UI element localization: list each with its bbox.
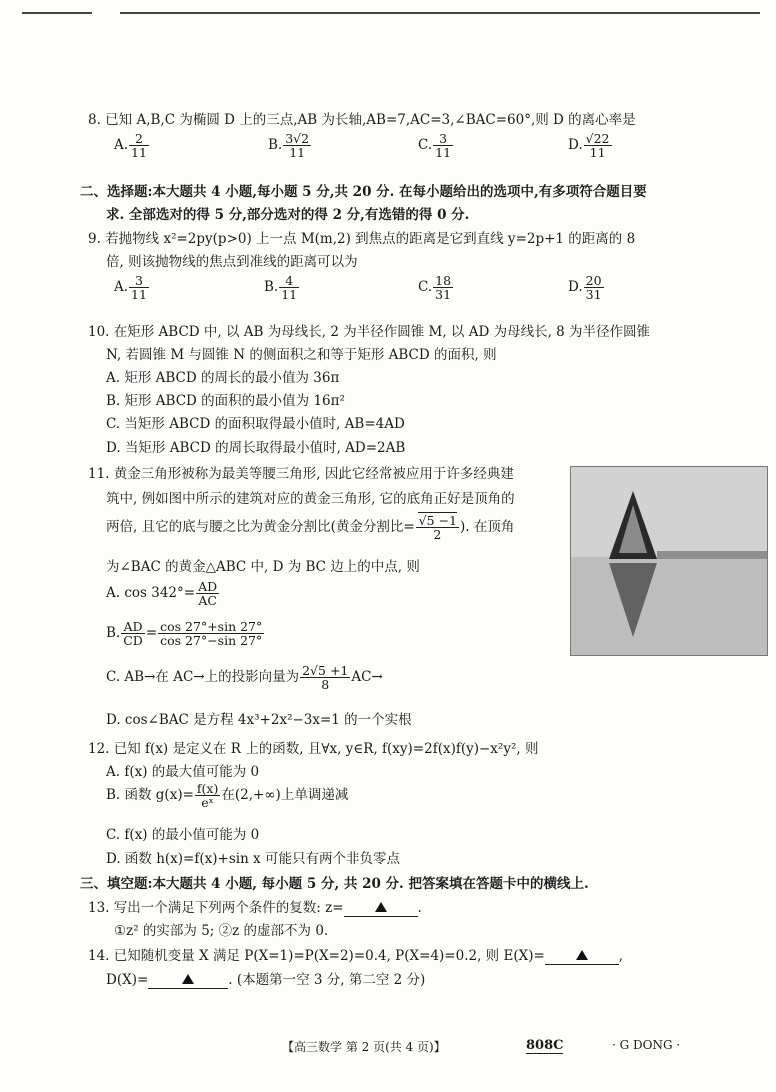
- footer-code: 808C: [526, 1038, 564, 1053]
- top-rule-right: [120, 12, 760, 14]
- q13-line2: ①z² 的实部为 5; ②z 的虚部不为 0.: [114, 923, 329, 939]
- q14-variance-blank: [148, 972, 228, 989]
- q13-line1: 13. 写出一个满足下列两个条件的复数: z= .: [88, 900, 422, 916]
- q9-line2: 倍, 则该抛物线的焦点到准线的距离可以为: [106, 254, 358, 270]
- q14-line1: 14. 已知随机变量 X 满足 P(X=1)=P(X=2)=0.4, P(X=4)=0.2, 则 E(X)= ,: [88, 948, 624, 964]
- q10-option-b: B. 矩形 ABCD 的面积的最小值为 16π²: [106, 393, 345, 409]
- q9-line1: 9. 若抛物线 x²=2py(p>0) 上一点 M(m,2) 到焦点的距离是它到直线 y=2p+1 的距离的 8: [88, 231, 636, 247]
- q12-option-d: D. 函数 h(x)=f(x)+sin x 可能只有两个非负零点: [106, 851, 400, 867]
- section2-heading-line2: 求. 全部选对的得 5 分,部分选对的得 2 分,有选错的得 0 分.: [106, 207, 470, 223]
- q10-option-d: D. 当矩形 ABCD 的周长取得最小值时, AD=2AB: [106, 440, 406, 456]
- q11-option-b: B. $\frac{AD}{CD}$ = $\frac{\cos 27^\circ+\sin 27^\circ}{\cos 27^\circ-\sin 27^\circ}$: [106, 619, 263, 649]
- q11-option-c: C. AB→在 AC→上的投影向量为 $\frac{2√5 +1}{8}$ AC→: [106, 663, 383, 693]
- q12-option-c: C. f(x) 的最小值可能为 0: [106, 827, 260, 843]
- q8-stem: 8. 已知 A,B,C 为椭圆 D 上的三点,AB 为长轴,AB=7,AC=3,∠BAC=60°,则 D 的离心率是: [88, 112, 636, 128]
- q12-line1: 12. 已知 f(x) 是定义在 R 上的函数, 且∀x, y∈R, f(xy)=2f(x)f(y)−x²y², 则: [88, 741, 539, 757]
- q9-option-d: D. $\frac{20}{31}$: [568, 273, 602, 303]
- q11-option-a: A. cos 342°= $\frac{AD}{AC}$: [106, 579, 218, 609]
- q14-line2: D(X)= . (本题第一空 3 分, 第二空 2 分): [106, 972, 426, 988]
- answer-triangle-icon: [182, 974, 194, 984]
- footer-page-info: 【高三数学 第 2 页(共 4 页)】: [282, 1040, 446, 1054]
- q8-option-a: A. $\frac{2}{11}$: [114, 131, 147, 161]
- section2-heading-line1: 二、选择题:本大题共 4 小题,每小题 5 分,共 20 分. 在每小题给出的选项中,有多项符合题目要: [80, 184, 647, 200]
- q12-option-b: B. 函数 g(x)= $\frac{f(x)}{\text{eˣ}}$ 在(2,+∞)上单调递减: [106, 781, 349, 811]
- q10-option-c: C. 当矩形 ABCD 的面积取得最小值时, AB=4AD: [106, 416, 405, 432]
- top-rule-left: [22, 12, 92, 14]
- q11-option-d: D. cos∠BAC 是方程 4x³+2x²−3x=1 的一个实根: [106, 712, 412, 728]
- q8-option-c: C. $\frac{3}{11}$: [418, 131, 452, 161]
- section3-heading: 三、填空题:本大题共 4 小题, 每小题 5 分, 共 20 分. 把答案填在答题卡中的横线上.: [80, 876, 589, 892]
- shoreline: [657, 551, 767, 559]
- q13-answer-blank: [344, 900, 418, 917]
- golden-triangle-building-photo: [570, 466, 768, 656]
- building-illustration: [571, 467, 767, 655]
- footer-brand: · G DONG ·: [612, 1038, 681, 1052]
- q9-option-c: C. $\frac{18}{31}$: [418, 273, 452, 303]
- q11-line1: 11. 黄金三角形被称为最美等腰三角形, 因此它经常被应用于许多经典建: [88, 466, 514, 482]
- q9-option-b: B. $\frac{4}{11}$: [264, 273, 298, 303]
- answer-triangle-icon: [375, 902, 387, 912]
- q10-line2: N, 若圆锥 M 与圆锥 N 的侧面积之和等于矩形 ABCD 的面积, 则: [106, 347, 497, 363]
- q8-option-d: D. $\frac{√22}{11}$: [568, 131, 610, 161]
- water: [571, 557, 767, 655]
- q9-option-a: A. $\frac{3}{11}$: [114, 273, 147, 303]
- q14-expectation-blank: [545, 948, 619, 965]
- answer-triangle-icon: [576, 950, 588, 960]
- sky: [571, 467, 767, 557]
- q10-option-a: A. 矩形 ABCD 的周长的最小值为 36π: [106, 370, 340, 386]
- q11-line4: 为∠BAC 的黄金△ABC 中, D 为 BC 边上的中点, 则: [106, 559, 420, 575]
- q12-option-a: A. f(x) 的最大值可能为 0: [106, 764, 260, 780]
- q11-line3: 两倍, 且它的底与腰之比为黄金分割比(黄金分割比= $\frac{√5 -1}{2}$ ). 在顶角: [106, 513, 515, 543]
- q11-line2: 筑中, 例如图中所示的建筑对应的黄金三角形, 它的底角正好是顶角的: [106, 491, 515, 507]
- q10-line1: 10. 在矩形 ABCD 中, 以 AB 为母线长, 2 为半径作圆锥 M, 以 AD 为母线长, 8 为半径作圆锥: [88, 324, 651, 340]
- q8-option-b: B. $\frac{3√2}{11}$: [268, 131, 310, 161]
